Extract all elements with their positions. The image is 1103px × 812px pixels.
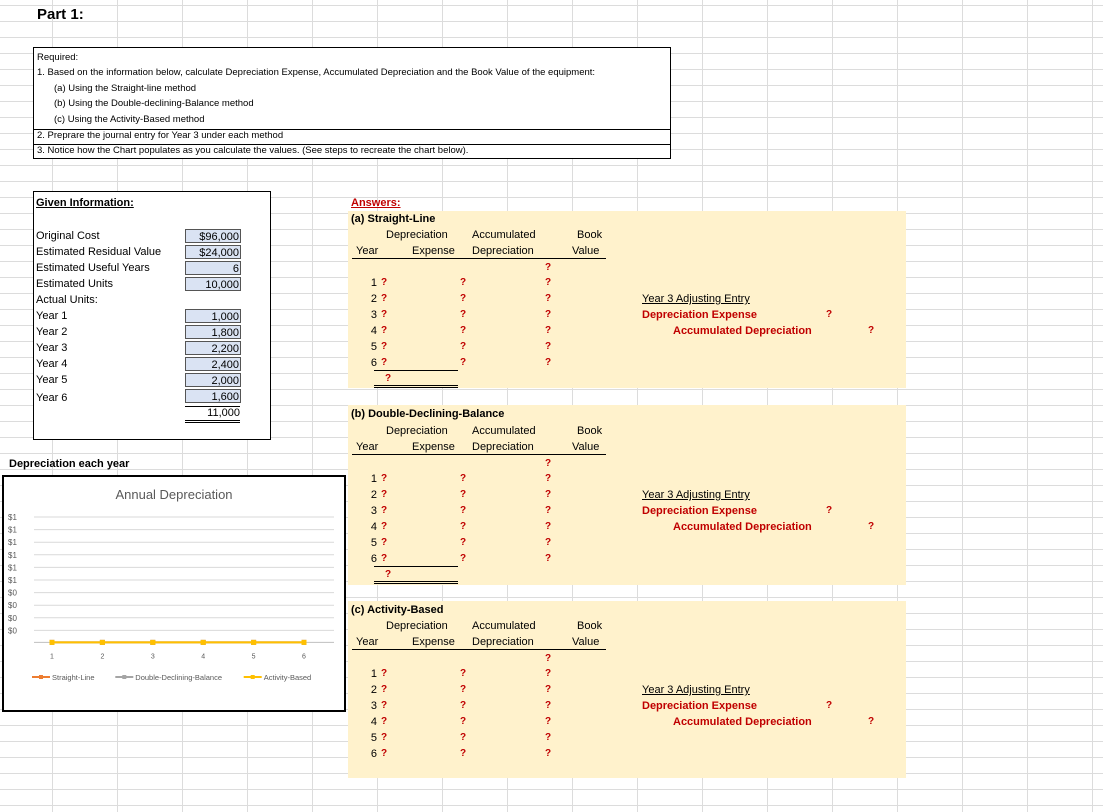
- adjusting-entry-title: Year 3 Adjusting Entry: [642, 489, 750, 501]
- book-value-cell[interactable]: ?: [545, 537, 552, 548]
- activity-based-panel: [348, 601, 906, 778]
- series-point-2: [302, 640, 307, 645]
- accum-dep-cell[interactable]: ?: [460, 489, 467, 500]
- accum-dep-cell[interactable]: ?: [460, 537, 467, 548]
- given-title: Given Information:: [36, 197, 134, 209]
- year-1-units-cell[interactable]: 1,000: [185, 309, 241, 323]
- total-dep-cell[interactable]: ?: [385, 373, 392, 384]
- header-book: Book: [577, 229, 603, 241]
- required-line-1a: (a) Using the Straight-line method: [54, 83, 197, 94]
- header-book: Book: [577, 425, 603, 437]
- dep-expense-cell[interactable]: ?: [381, 668, 388, 679]
- adjusting-credit-cell[interactable]: ?: [868, 325, 875, 336]
- book-value-cell[interactable]: ?: [545, 732, 552, 743]
- adjusting-debit-account: Depreciation Expense: [642, 309, 757, 321]
- section-title: (b) Double-Declining-Balance: [351, 408, 505, 420]
- header-depreciation: Depreciation: [386, 425, 448, 437]
- accum-dep-cell[interactable]: ?: [460, 473, 467, 484]
- header-value: Value: [572, 441, 600, 453]
- dep-expense-cell[interactable]: ?: [381, 489, 388, 500]
- adjusting-credit-cell[interactable]: ?: [868, 521, 875, 532]
- residual-label: Estimated Residual Value: [36, 246, 162, 258]
- year-number: 3: [370, 700, 377, 712]
- legend-label-1: Double-Declining-Balance: [135, 673, 223, 682]
- year-number: 1: [370, 668, 377, 680]
- book-value-cell[interactable]: ?: [545, 553, 552, 564]
- year-2-label: Year 2: [36, 326, 68, 338]
- year-number: 5: [370, 732, 377, 744]
- header-expense: Expense: [412, 245, 455, 257]
- year-number: 2: [370, 293, 377, 305]
- header-accum-depreciation: Depreciation: [472, 245, 534, 257]
- year-6-units-cell[interactable]: 1,600: [185, 389, 241, 403]
- year-number: 6: [370, 553, 377, 565]
- series-point-2: [100, 640, 105, 645]
- year-number: 1: [370, 473, 377, 485]
- total-dep-cell[interactable]: ?: [385, 569, 392, 580]
- series-point-2: [150, 640, 155, 645]
- header-accumulated: Accumulated: [472, 620, 536, 632]
- x-tick-label: 6: [302, 653, 306, 661]
- year-5-units-cell[interactable]: 2,000: [185, 373, 241, 387]
- accum-dep-cell[interactable]: ?: [460, 553, 467, 564]
- accum-dep-cell[interactable]: ?: [460, 357, 467, 368]
- year-number: 4: [370, 325, 377, 337]
- given-information-box: [33, 191, 271, 440]
- adjusting-entry-title: Year 3 Adjusting Entry: [642, 293, 750, 305]
- y-tick-label: $1: [8, 576, 17, 585]
- adjusting-credit-cell[interactable]: ?: [868, 716, 875, 727]
- book-value-cell[interactable]: ?: [545, 489, 552, 500]
- accum-dep-cell[interactable]: ?: [460, 700, 467, 711]
- dep-expense-cell[interactable]: ?: [381, 293, 388, 304]
- required-line-1b: (b) Using the Double-declining-Balance method: [54, 98, 254, 109]
- total-double-rule: [374, 581, 458, 584]
- double-declining-panel: [348, 405, 906, 585]
- book-value-cell[interactable]: ?: [545, 716, 552, 727]
- dep-expense-cell[interactable]: ?: [381, 357, 388, 368]
- year-2-units-cell[interactable]: 1,800: [185, 325, 241, 339]
- chart-title: Annual Depreciation: [115, 487, 233, 502]
- book-value-cell[interactable]: ?: [545, 277, 552, 288]
- year-4-units-cell[interactable]: 2,400: [185, 357, 241, 371]
- section-title: (a) Straight-Line: [351, 213, 436, 225]
- legend-marker-2: [251, 675, 255, 679]
- accum-dep-cell[interactable]: ?: [460, 748, 467, 759]
- units-label: Estimated Units: [36, 278, 114, 290]
- header-value: Value: [572, 636, 600, 648]
- year-5-label: Year 5: [36, 374, 68, 386]
- year-number: 6: [370, 357, 377, 369]
- x-tick-label: 2: [100, 653, 105, 661]
- year-3-label: Year 3: [36, 342, 68, 354]
- dep-expense-cell[interactable]: ?: [381, 521, 388, 532]
- year-number: 2: [370, 489, 377, 501]
- total-double-rule: [374, 385, 458, 388]
- series-point-2: [251, 640, 256, 645]
- year-number: 1: [370, 277, 377, 289]
- dep-expense-cell[interactable]: ?: [381, 473, 388, 484]
- year-4-label: Year 4: [36, 358, 68, 370]
- y-tick-label: $0: [8, 626, 17, 636]
- adjusting-debit-cell[interactable]: ?: [826, 505, 833, 516]
- adjusting-debit-account: Depreciation Expense: [642, 505, 757, 517]
- total-units-cell[interactable]: 11,000: [185, 406, 240, 423]
- total-rule: [374, 566, 458, 567]
- header-depreciation: Depreciation: [386, 620, 448, 632]
- adjusting-credit-account: Accumulated Depreciation: [673, 716, 812, 728]
- dep-expense-cell[interactable]: ?: [381, 341, 388, 352]
- year-number: 4: [370, 716, 377, 728]
- book-value-cell[interactable]: ?: [545, 748, 552, 759]
- annual-depreciation-chart: [4, 477, 344, 710]
- dep-expense-cell[interactable]: ?: [381, 505, 388, 516]
- book-value-cell[interactable]: ?: [545, 341, 552, 352]
- year-number: 4: [370, 521, 377, 533]
- header-accumulated: Accumulated: [472, 425, 536, 437]
- y-tick-label: $1: [8, 513, 17, 522]
- dep-expense-cell[interactable]: ?: [381, 537, 388, 548]
- adjusting-entry-title: Year 3 Adjusting Entry: [642, 684, 750, 696]
- required-heading: Required:: [37, 52, 79, 63]
- original-cost-label: Original Cost: [36, 230, 100, 242]
- header-depreciation: Depreciation: [386, 229, 448, 241]
- y-tick-label: $1: [8, 563, 17, 573]
- y-tick-label: $0: [8, 613, 17, 623]
- year-number: 2: [370, 684, 377, 696]
- residual-cell[interactable]: $24,000: [185, 245, 241, 259]
- actual-units-label: Actual Units:: [36, 294, 98, 306]
- adjusting-credit-account: Accumulated Depreciation: [673, 521, 812, 533]
- required-line-3: 3. Notice how the Chart populates as you calculate the values. (See steps to recreate the chart below).: [34, 144, 670, 156]
- initial-book-value-cell[interactable]: ?: [545, 458, 552, 469]
- dep-expense-cell[interactable]: ?: [381, 277, 388, 288]
- accum-dep-cell[interactable]: ?: [460, 732, 467, 743]
- total-rule: [374, 370, 458, 371]
- book-value-cell[interactable]: ?: [545, 521, 552, 532]
- book-value-cell[interactable]: ?: [545, 700, 552, 711]
- adjusting-debit-cell[interactable]: ?: [826, 700, 833, 711]
- accum-dep-cell[interactable]: ?: [460, 716, 467, 727]
- dep-expense-cell[interactable]: ?: [381, 553, 388, 564]
- year-number: 5: [370, 341, 377, 353]
- accum-dep-cell[interactable]: ?: [460, 505, 467, 516]
- series-point-2: [50, 640, 55, 645]
- header-accum-depreciation: Depreciation: [472, 441, 534, 453]
- legend-label-2: Activity-Based: [263, 673, 312, 682]
- accum-dep-cell[interactable]: ?: [460, 293, 467, 304]
- accum-dep-cell[interactable]: ?: [460, 309, 467, 320]
- required-box: [33, 47, 671, 159]
- adjusting-debit-account: Depreciation Expense: [642, 700, 757, 712]
- initial-book-value-cell[interactable]: ?: [545, 262, 552, 273]
- year-1-label: Year 1: [36, 310, 68, 322]
- required-line-1c: (c) Using the Activity-Based method: [54, 114, 205, 125]
- year-number: 6: [370, 748, 377, 760]
- y-tick-label: $0: [8, 601, 17, 611]
- useful-years-cell[interactable]: 6: [185, 261, 241, 275]
- book-value-cell[interactable]: ?: [545, 668, 552, 679]
- accum-dep-cell[interactable]: ?: [460, 341, 467, 352]
- accum-dep-cell[interactable]: ?: [460, 668, 467, 679]
- dep-expense-cell[interactable]: ?: [381, 309, 388, 320]
- units-cell[interactable]: 10,000: [185, 277, 241, 291]
- header-year: Year: [356, 245, 379, 257]
- book-value-cell[interactable]: ?: [545, 473, 552, 484]
- dep-expense-cell[interactable]: ?: [381, 732, 388, 743]
- header-accumulated: Accumulated: [472, 229, 536, 241]
- legend-marker-0: [39, 675, 43, 679]
- header-year: Year: [356, 636, 379, 648]
- header-underline: [352, 649, 606, 650]
- adjusting-debit-cell[interactable]: ?: [826, 309, 833, 320]
- y-tick-label: $1: [8, 525, 17, 535]
- header-book: Book: [577, 620, 603, 632]
- book-value-cell[interactable]: ?: [545, 325, 552, 336]
- straight-line-panel: [348, 211, 906, 388]
- year-number: 3: [370, 309, 377, 321]
- x-tick-label: 5: [251, 653, 256, 661]
- accum-dep-cell[interactable]: ?: [460, 277, 467, 288]
- dep-expense-cell[interactable]: ?: [381, 716, 388, 727]
- x-tick-label: 3: [150, 653, 155, 661]
- series-point-2: [201, 640, 206, 645]
- x-tick-label: 4: [201, 653, 206, 661]
- header-value: Value: [572, 245, 600, 257]
- header-year: Year: [356, 441, 379, 453]
- useful-years-label: Estimated Useful Years: [36, 262, 150, 274]
- header-underline: [352, 454, 606, 455]
- legend-label-0: Straight-Line: [52, 673, 95, 682]
- part-title: Part 1:: [37, 6, 84, 23]
- year-3-units-cell[interactable]: 2,200: [185, 341, 241, 355]
- header-accum-depreciation: Depreciation: [472, 636, 534, 648]
- required-line-1: 1. Based on the information below, calculate Depreciation Expense, Accumulated Depreciation and the Book Value of the equipment:: [37, 67, 596, 78]
- adjusting-credit-account: Accumulated Depreciation: [673, 325, 812, 337]
- chart-section-label: Depreciation each year: [9, 458, 130, 470]
- section-title: (c) Activity-Based: [351, 604, 444, 616]
- header-underline: [352, 258, 606, 259]
- book-value-cell[interactable]: ?: [545, 357, 552, 368]
- dep-expense-cell[interactable]: ?: [381, 748, 388, 759]
- header-expense: Expense: [412, 441, 455, 453]
- book-value-cell[interactable]: ?: [545, 505, 552, 516]
- year-number: 3: [370, 505, 377, 517]
- x-tick-label: 1: [50, 653, 54, 661]
- book-value-cell[interactable]: ?: [545, 684, 552, 695]
- y-tick-label: $0: [8, 588, 17, 598]
- legend-marker-1: [122, 675, 126, 679]
- required-line-2: 2. Preprare the journal entry for Year 3 under each method: [34, 129, 670, 141]
- book-value-cell[interactable]: ?: [545, 293, 552, 304]
- book-value-cell[interactable]: ?: [545, 309, 552, 320]
- answers-title: Answers:: [351, 197, 401, 209]
- header-expense: Expense: [412, 636, 455, 648]
- dep-expense-cell[interactable]: ?: [381, 700, 388, 711]
- chart-container[interactable]: [2, 475, 346, 712]
- accum-dep-cell[interactable]: ?: [460, 521, 467, 532]
- dep-expense-cell[interactable]: ?: [381, 325, 388, 336]
- accum-dep-cell[interactable]: ?: [460, 325, 467, 336]
- original-cost-cell[interactable]: $96,000: [185, 229, 241, 243]
- accum-dep-cell[interactable]: ?: [460, 684, 467, 695]
- y-tick-label: $1: [8, 538, 17, 548]
- dep-expense-cell[interactable]: ?: [381, 684, 388, 695]
- year-number: 5: [370, 537, 377, 549]
- y-tick-label: $1: [8, 550, 17, 560]
- year-6-label: Year 6: [36, 392, 68, 404]
- initial-book-value-cell[interactable]: ?: [545, 653, 552, 664]
